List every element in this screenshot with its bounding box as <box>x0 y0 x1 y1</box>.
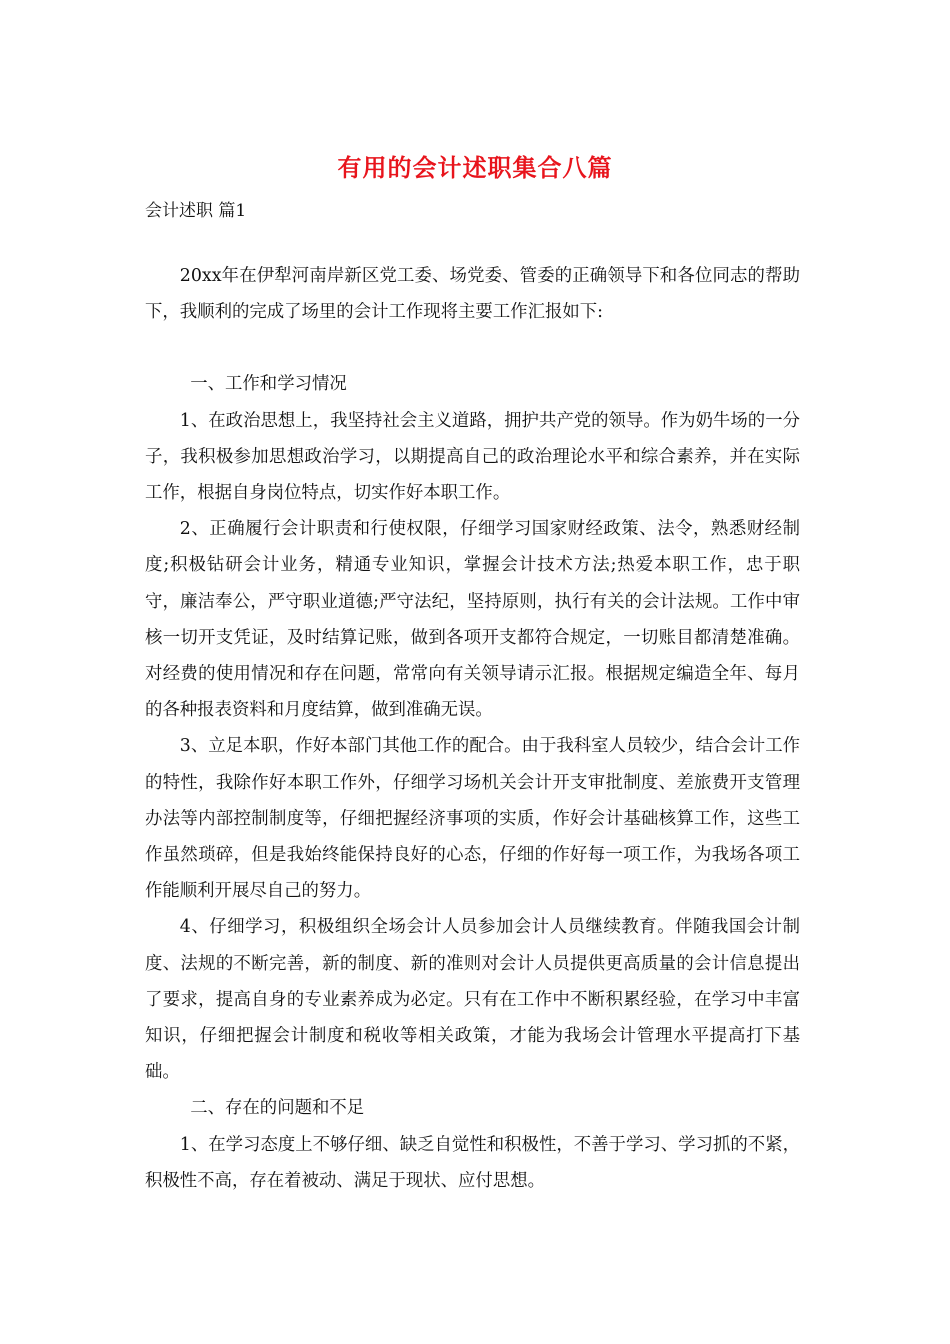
paragraph-education: 4、仔细学习，积极组织全场会计人员参加会计人员继续教育。伴随我国会计制度、法规的不断完善，新的制度、新的准则对会计人员提供更高质量的会计信息提出了要求，提高自身的专业素养成为必定。只有在工作中不断积累经验，在学习中丰富知识，仔细把握会计制度和税收等相关政策，才能为我场会计管理水平提高打下基础。 <box>145 917 800 1083</box>
paragraph-political: 1、在政治思想上，我坚持社会主义道路，拥护共产党的领导。作为奶牛场的一分子，我积极参加思想政治学习，以期提高自己的政治理论水平和综合素养，并在实际工作，根据自身岗位特点，切实作好本职工作。 <box>145 410 800 504</box>
document-body <box>145 258 800 1199</box>
intro-paragraph: 20xx年在伊犁河南岸新区党工委、场党委、管委的正确领导下和各位同志的帮助下，我顺利的完成了场里的会计工作现将主要工作汇报如下: <box>145 266 800 323</box>
section-heading-problems: 二、存在的问题和不足 <box>190 1098 365 1119</box>
document-title: 有用的会计述职集合八篇 <box>337 153 613 182</box>
paragraph-cooperation: 3、立足本职，作好本部门其他工作的配合。由于我科室人员较少，结合会计工作的特性，我除作好本职工作外，仔细学习场机关会计开支审批制度、差旅费开支管理办法等内部控制制度等，仔细把握经济事项的实质，作好会计基础核算工作，这些工作虽然琐碎，但是我始终能保持良好的心态，仔细的作好每一项工作，为我场各项工作能顺利开展尽自己的努力。 <box>145 736 800 902</box>
paragraph-duties: 2、正确履行会计职责和行使权限，仔细学习国家财经政策、法令，熟悉财经制度;积极钻研会计业务，精通专业知识，掌握会计技术方法;热爱本职工作，忠于职守，廉洁奉公，严守职业道德;严守法纪，坚持原则，执行有关的会计法规。工作中审核一切开支凭证，及时结算记账，做到各项开支都符合规定，一切账目都清楚准确。对经费的使用情况和存在问题，常常向有关领导请示汇报。根据规定编造全年、每月的各种报表资料和月度结算，做到准确无误。 <box>145 519 800 721</box>
paragraph-problem-1: 1、在学习态度上不够仔细、缺乏自觉性和积极性，不善于学习、学习抓的不紧，积极性不高，存在着被动、满足于现状、应付思想。 <box>145 1134 800 1191</box>
section-subtitle: 会计述职 篇1 <box>145 201 247 221</box>
section-heading-work-study: 一、工作和学习情况 <box>190 374 347 395</box>
